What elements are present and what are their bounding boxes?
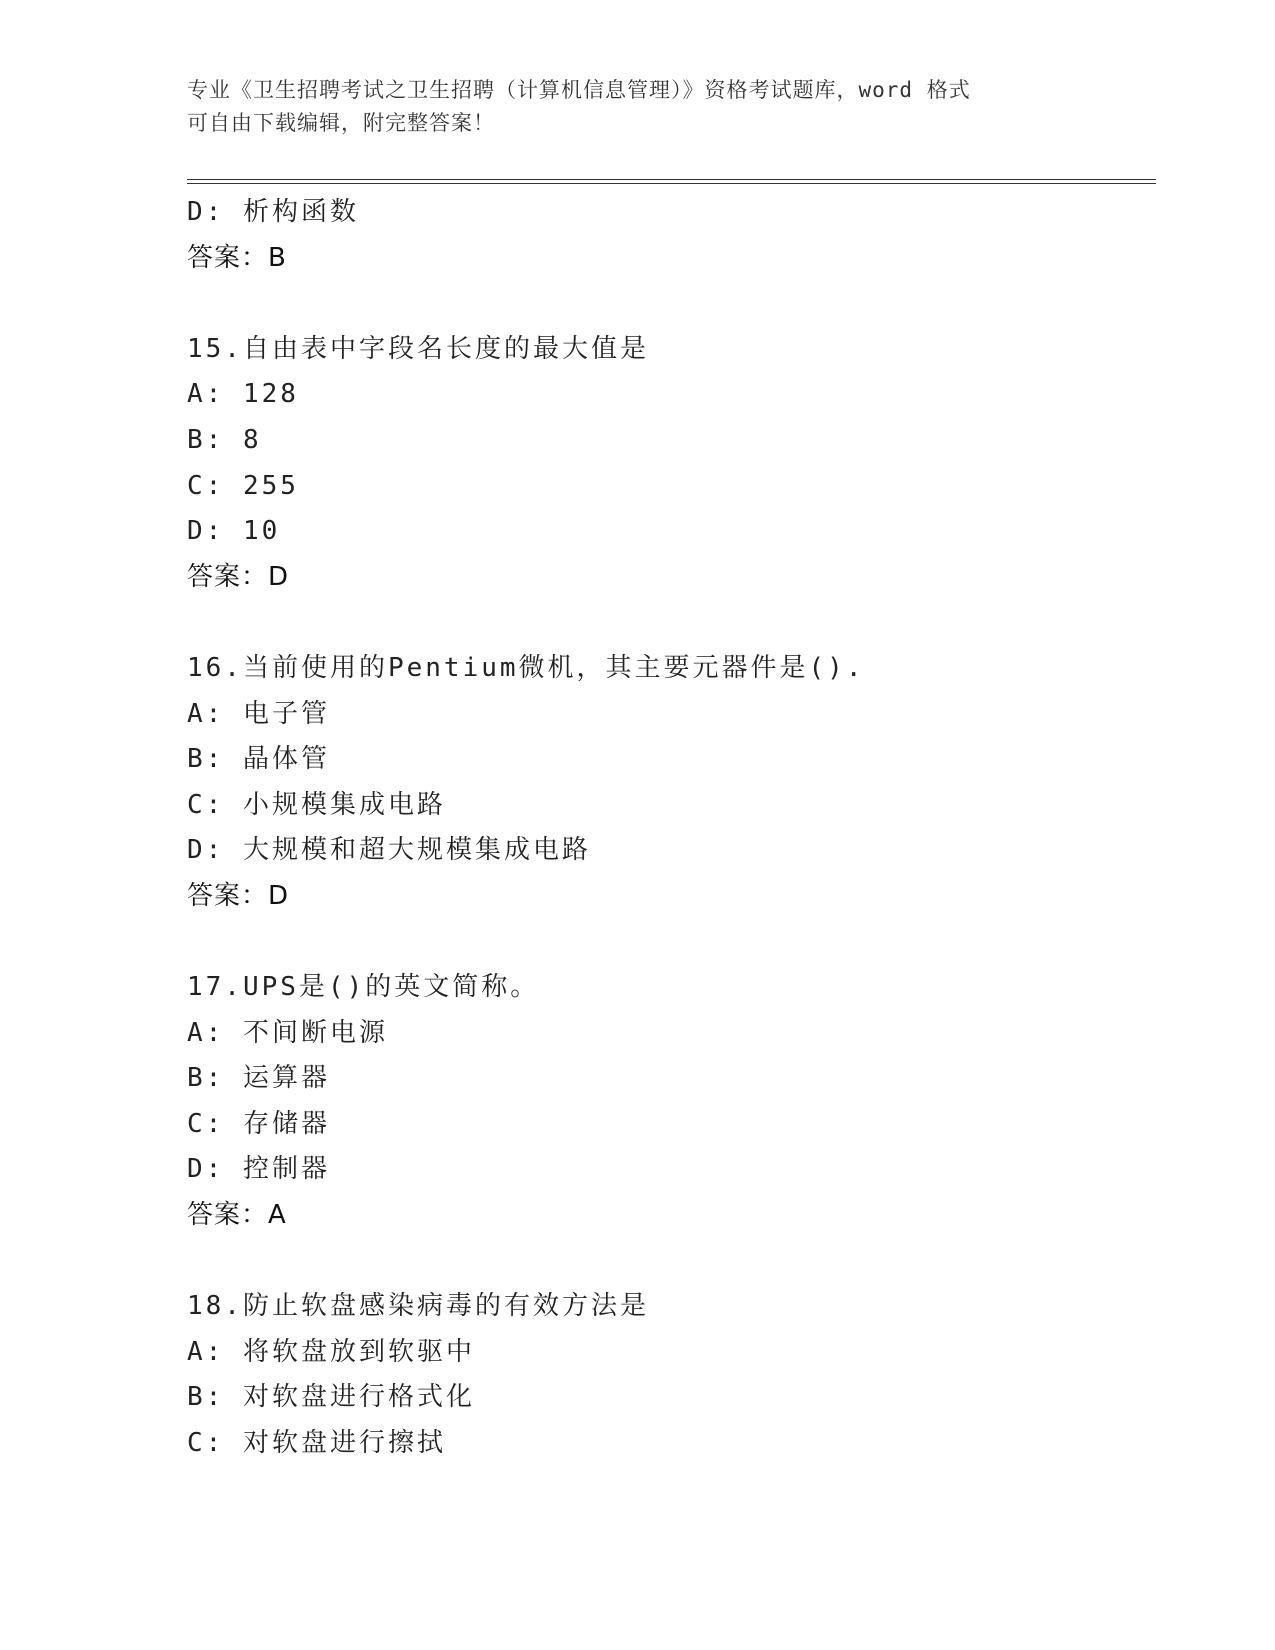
question-title: 15.自由表中字段名长度的最大值是 [187,333,649,364]
option-d: D: 10 [187,516,281,547]
spacer [187,920,1147,966]
option-a: A: 将软盘放到软驱中 [187,1336,475,1367]
spacer [187,281,1147,327]
option-b: B: 运算器 [187,1063,330,1094]
option-d: D: 控制器 [187,1154,330,1185]
option-c: C: 对软盘进行擦拭 [187,1428,446,1459]
question-title: 17.UPS是()的英文简称。 [187,972,540,1003]
question-17 [187,965,1147,1239]
prev-question-option-d: D: 析构函数 [187,197,359,227]
question-18 [187,1284,1147,1466]
question-title: 18.防止软盘感染病毒的有效方法是 [187,1291,649,1322]
option-b: B: 对软盘进行格式化 [187,1382,475,1413]
option-a: A: 电子管 [187,698,330,729]
option-b: B: 晶体管 [187,744,330,775]
option-b: B: 8 [187,424,262,455]
option-c: C: 小规模集成电路 [187,789,446,820]
prev-question-answer: 答案：B [187,242,287,273]
header-rule-top [187,179,1156,180]
option-c: C: 255 [187,470,299,501]
header-rule-bottom [187,183,1156,184]
answer: 答案：A [187,1200,287,1231]
answer: 答案：D [187,880,290,911]
option-c: C: 存储器 [187,1108,330,1139]
spacer [187,1239,1147,1285]
option-d: D: 大规模和超大规模集成电路 [187,835,591,866]
question-16 [187,646,1147,920]
question-15 [187,327,1147,601]
question-list [187,190,1147,1467]
answer: 答案：D [187,561,290,592]
header-line-2: 可自由下载编辑，附完整答案！ [187,111,495,135]
header-line-1: 专业《卫生招聘考试之卫生招聘（计算机信息管理）》资格考试题库，word 格式 [187,78,971,102]
document-header [187,74,1087,140]
question-title: 16.当前使用的Pentium微机，其主要元器件是(). [187,652,865,683]
spacer [187,600,1147,646]
option-a: A: 不间断电源 [187,1017,388,1048]
option-a: A: 128 [187,379,299,410]
